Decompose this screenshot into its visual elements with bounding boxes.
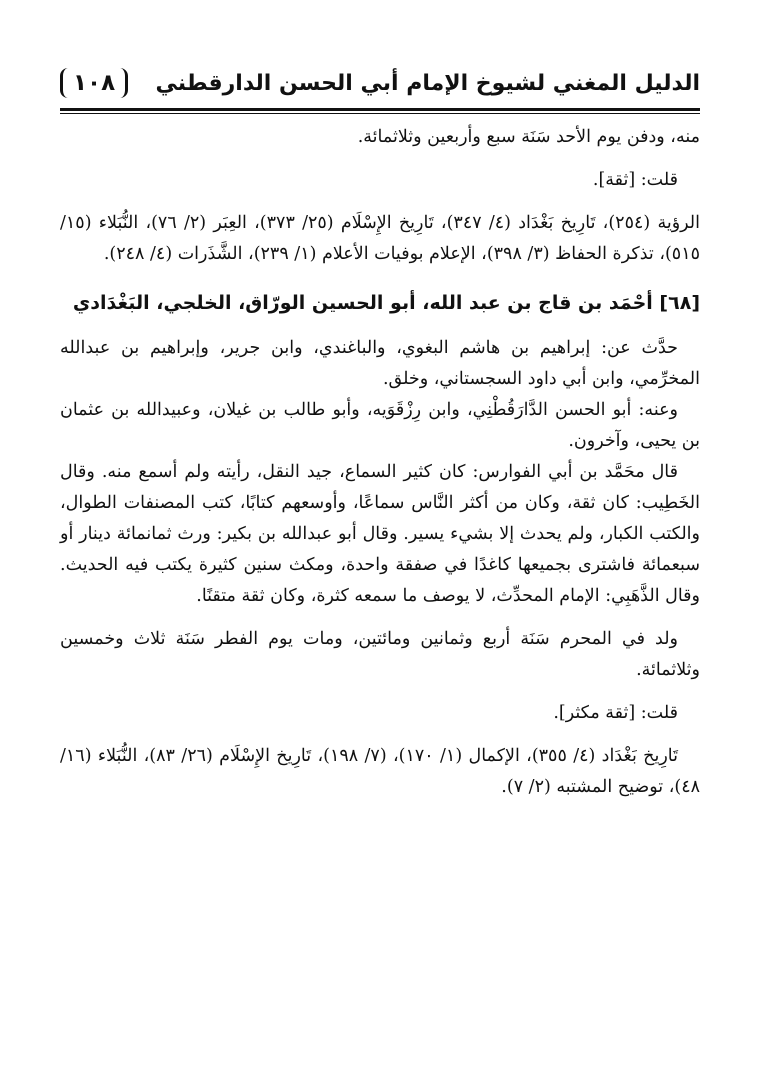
header-rule-thin — [60, 113, 700, 114]
critique-paragraph: قال محَمَّد بن أبي الفوارس: كان كثير السماع، جيد النقل، رأيته ولم أسمع منه. وقال الخَطِيب: كان ثقة، وكان من أكثر النَّاس سماعًا، وأوسعهم كتابًا، كتب المصنفات الطوال، والكتب الكبار، ولم يحدث إلا بشيء يسير. وقال أبو عبدالله بن بكير: ورث ثمانمائة دينار أو سبعمائة فاشترى بجميعها كاغدًا في صفقة واحدة، ومكث سنين كثيرة يكتب فيه الحديث. وقال الذَّهَبِي: الإمام المحدِّث، لا يوصف ما سمعه كثرة، وكان ثقة متقنًا. — [60, 462, 700, 606]
narrators-paragraph: وعنه: أبو الحسن الدَّارَقُطْنِي، وابن رِزْقَوَيه، وأبو طالب بن غيلان، وعبيدالله بن عثمان بن يحيى، وآخرون. — [60, 400, 700, 451]
page-number: ١٠٨ — [60, 68, 128, 98]
sources-2: تَارِيخ بَغْدَاد (٤/ ٣٥٥)، الإكمال (١/ ١٧٠)، (٧/ ١٩٨)، تَارِيخ الإِسْلَام (٢٦/ ٨٣)، النُّبَلاء (١٦/ ٤٨)، توضيح المشتبه (٢/ ٧). — [60, 746, 700, 797]
page-body — [60, 122, 700, 803]
sources-1: الرؤية (٢٥٤)، تَارِيخ بَغْدَاد (٤/ ٣٤٧)، تَارِيخ الإِسْلَام (٢٥/ ٣٧٣)، العِبَر (٢/ ٧٦)، النُّبَلاء (١٥/ ٥١٥)، تذكرة الحفاظ (٣/ ٣٩٨)، الإعلام بوفيات الأعلام (١/ ٢٣٩)، الشَّذَرات (٤/ ٢٤٨). — [60, 213, 700, 264]
verdict-2: قلت: [ثقة مكثر]. — [553, 703, 678, 723]
birth-death-paragraph: ولد في المحرم سَنَة أربع وثمانين ومائتين، ومات يوم الفطر سَنَة ثلاث وخمسين وثلاثمائة. — [60, 629, 700, 680]
header-rule-thick — [60, 108, 700, 111]
narrated-from-paragraph: حدَّث عن: إبراهيم بن هاشم البغوي، والباغندي، وابن جرير، وإبراهيم بن عبدالله المخرِّمي، وابن أبي داود السجستاني، وخلق. — [60, 338, 700, 389]
running-title: الدليل المغني لشيوخ الإمام أبي الحسن الدارقطني — [155, 70, 700, 96]
verdict-1: قلت: [ثقة]. — [592, 170, 678, 190]
entry-title: [٦٨] أحْمَد بن قاج بن عبد الله، أبو الحسين الورّاق، الخلجي، البَغْدَادي — [72, 292, 700, 314]
continuation-paragraph: منه، ودفن يوم الأحد سَنَة سبع وأربعين وثلاثمائة. — [357, 127, 700, 147]
page-header — [60, 62, 700, 104]
